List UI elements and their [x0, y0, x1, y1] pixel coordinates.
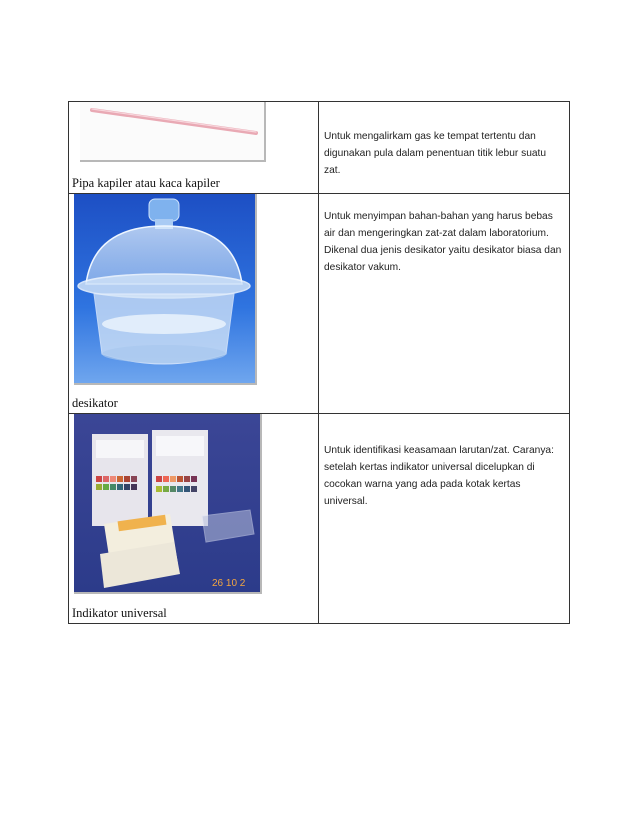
equipment-description-cell [319, 414, 570, 624]
equipment-caption: Pipa kapiler atau kaca kapiler [72, 176, 220, 190]
equipment-caption: Indikator universal [72, 606, 167, 620]
image-date-stamp: 26 10 2 [212, 578, 246, 589]
equipment-image-cell [69, 194, 319, 414]
equipment-description-cell [319, 194, 570, 414]
desiccator-image [74, 194, 257, 385]
table-row [69, 414, 570, 624]
equipment-description-cell [319, 102, 570, 194]
lab-equipment-table [68, 101, 570, 624]
equipment-description: Untuk identifikasi keasamaan larutan/zat. Caranya: setelah kertas indikator universal dicelupkan di cocokan warna yang ada pada kotak kertas universal. [324, 445, 554, 507]
table-row [69, 102, 570, 194]
equipment-description: Untuk menyimpan bahan-bahan yang harus bebas air dan mengeringkan zat-zat dalam laboratorium. Dikenal dua jenis desikator yaitu desikator biasa dan desikator vakum. [324, 211, 562, 273]
equipment-description: Untuk mengalirkam gas ke tempat tertentu dan digunakan pula dalam penentuan titik lebur suatu zat. [324, 131, 547, 176]
universal-indicator-image [74, 414, 262, 594]
equipment-image-cell [69, 414, 319, 624]
capillary-tube-image [80, 102, 266, 162]
equipment-image-cell [69, 102, 319, 194]
equipment-caption: desikator [72, 396, 118, 410]
table-row [69, 194, 570, 414]
